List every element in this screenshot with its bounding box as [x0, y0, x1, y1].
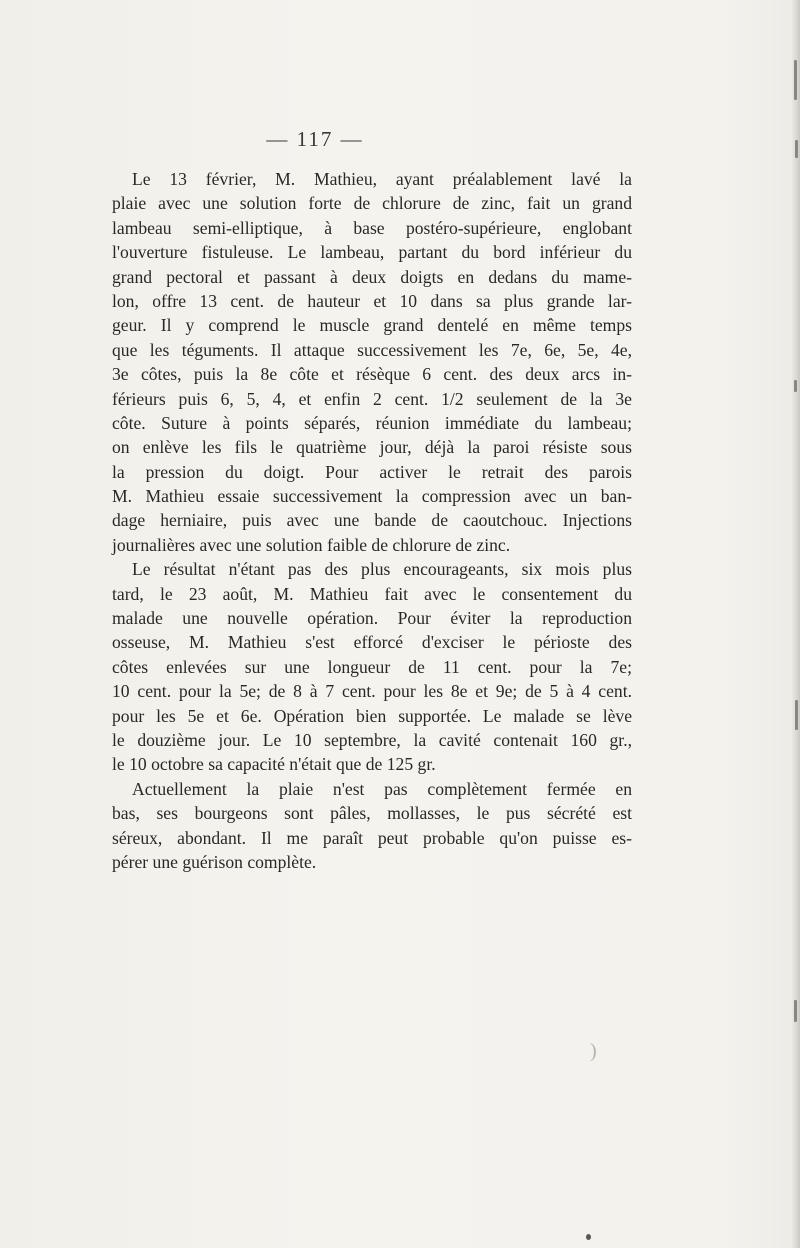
- text-line: côtes enlevées sur une longueur de 11 cent. pour la 7e;: [112, 656, 632, 677]
- text-line: grand pectoral et passant à deux doigts en dedans du mame-: [112, 266, 632, 287]
- text-line: la pression du doigt. Pour activer le retrait des parois: [112, 461, 632, 482]
- text-line: pérer une guérison complète.: [112, 851, 317, 872]
- text-line: tard, le 23 août, M. Mathieu fait avec le consentement du: [112, 583, 632, 604]
- text-line: Le 13 février, M. Mathieu, ayant préalablement lavé la: [132, 169, 632, 189]
- scan-speck: [586, 1234, 591, 1240]
- page-number: — 117 —: [266, 127, 364, 151]
- text-line: l'ouverture fistuleuse. Le lambeau, partant du bord inférieur du: [112, 242, 632, 263]
- text-line: que les téguments. Il attaque successivement les 7e, 6e, 5e, 4e,: [112, 339, 632, 360]
- edge-mark: [794, 60, 797, 100]
- text-line: lon, offre 13 cent. de hauteur et 10 dans sa plus grande lar-: [112, 290, 632, 311]
- edge-mark: [795, 700, 798, 730]
- edge-mark: [794, 1000, 797, 1022]
- text-line: M. Mathieu essaie successivement la compression avec un ban-: [112, 486, 632, 507]
- body-text: [112, 167, 632, 874]
- text-line: Actuellement la plaie n'est pas complètement fermée en: [132, 778, 632, 799]
- text-line: malade une nouvelle opération. Pour éviter la reproduction: [112, 608, 632, 629]
- scan-mark: ): [590, 1040, 597, 1062]
- text-line: le 10 octobre sa capacité n'était que de 125 gr.: [112, 754, 436, 775]
- text-line: dage herniaire, puis avec une bande de caoutchouc. Injections: [112, 510, 632, 531]
- edge-mark: [794, 380, 797, 392]
- text-line: on enlève les fils le quatrième jour, déjà la paroi résiste sous: [112, 437, 632, 458]
- text-line: 3e côtes, puis la 8e côte et résèque 6 cent. des deux arcs in-: [112, 364, 632, 385]
- text-line: pour les 5e et 6e. Opération bien supportée. Le malade se lève: [112, 705, 632, 726]
- text-line: lambeau semi-elliptique, à base postéro-supérieure, englobant: [112, 217, 632, 238]
- text-line: le douzième jour. Le 10 septembre, la cavité contenait 160 gr.,: [112, 729, 632, 750]
- text-line: férieurs puis 6, 5, 4, et enfin 2 cent. 1/2 seulement de la 3e: [112, 388, 632, 409]
- text-line: 10 cent. pour la 5e; de 8 à 7 cent. pour les 8e et 9e; de 5 à 4 cent.: [112, 681, 632, 702]
- text-line: plaie avec une solution forte de chlorure de zinc, fait un grand: [112, 193, 632, 214]
- edge-mark: [795, 140, 798, 158]
- text-line: journalières avec une solution faible de chlorure de zinc.: [112, 534, 511, 555]
- text-line: Le résultat n'étant pas des plus encourageants, six mois plus: [132, 559, 632, 580]
- text-line: côte. Suture à points séparés, réunion immédiate du lambeau;: [112, 412, 632, 433]
- text-line: geur. Il y comprend le muscle grand dentelé en même temps: [112, 315, 632, 336]
- text-line: séreux, abondant. Il me paraît peut probable qu'on puisse es-: [112, 827, 632, 848]
- text-line: bas, ses bourgeons sont pâles, mollasses, le pus sécrété est: [112, 803, 632, 824]
- page-edge: [792, 0, 800, 1248]
- text-line: osseuse, M. Mathieu s'est efforcé d'exciser le périoste des: [112, 632, 632, 653]
